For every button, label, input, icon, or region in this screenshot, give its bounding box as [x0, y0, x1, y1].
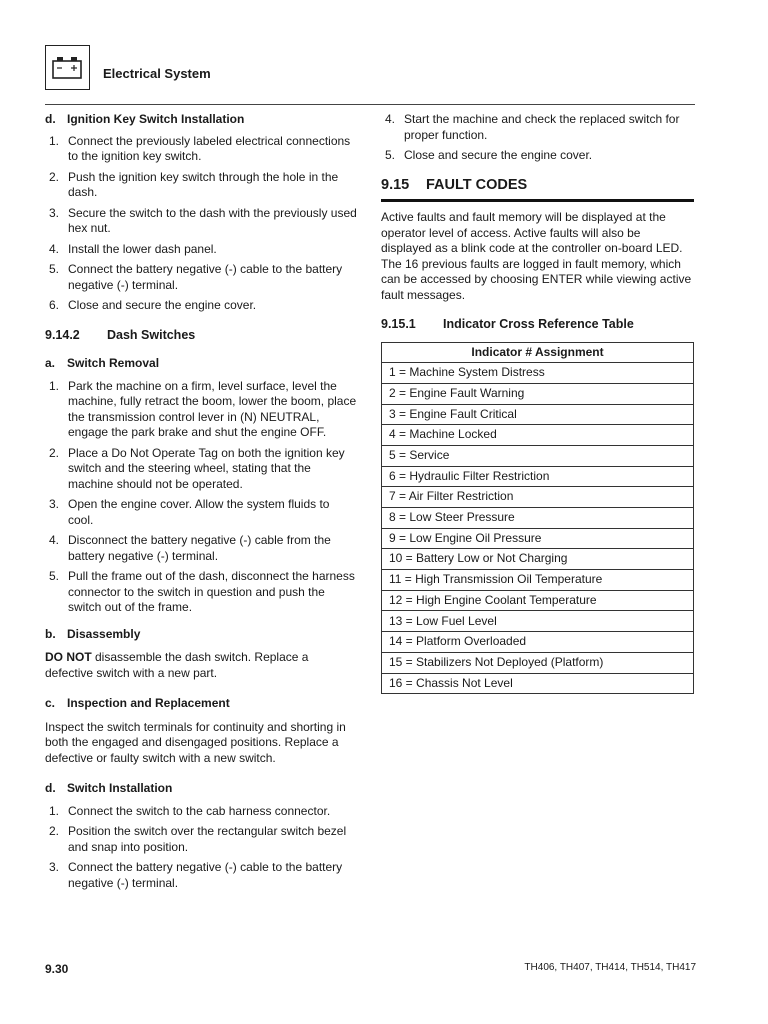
switch-removal-heading: a. Switch Removal — [45, 356, 160, 370]
list-item: 1. Connect the previously labeled electrical connections to the ignition key switch. — [49, 133, 351, 163]
list-item: 2. Position the switch over the rectangular switch bezel and snap into position. — [49, 824, 347, 854]
model-list: TH406, TH407, TH414, TH514, TH417 — [524, 962, 696, 973]
page-number: 9.30 — [45, 962, 69, 976]
indicator-table — [381, 342, 694, 695]
list-item: 6. Close and secure the engine cover. — [49, 298, 257, 312]
table-row: 4 = Machine Locked — [382, 425, 694, 446]
inspection-heading: c. Inspection and Replacement — [45, 696, 230, 710]
table-row: 14 = Platform Overloaded — [382, 632, 694, 653]
disassembly-text: DO NOT disassemble the dash switch. Replace a defective switch with a new part. — [45, 650, 309, 680]
table-row: 11 = High Transmission Oil Temperature — [382, 570, 694, 591]
list-item: 1. Park the machine on a firm, level surface, level the machine, fully retract the boom, lower the boom, place the transmission control lever in (N) NEUTRAL, engage the park brake and shut the engine OFF. — [49, 378, 357, 439]
ignition-install-steps — [45, 134, 357, 314]
indicator-table-header: Indicator # Assignment — [382, 342, 694, 363]
table-row: 12 = High Engine Coolant Temperature — [382, 590, 694, 611]
list-item: 5. Connect the battery negative (-) cable to the battery negative (-) terminal. — [49, 262, 343, 292]
table-row: 3 = Engine Fault Critical — [382, 404, 694, 425]
list-item: 3. Secure the switch to the dash with the previously used hex nut. — [49, 205, 357, 235]
right-column — [381, 112, 694, 694]
list-item: 5. Close and secure the engine cover. — [385, 148, 593, 162]
table-row: 6 = Hydraulic Filter Restriction — [382, 466, 694, 487]
table-row: 2 = Engine Fault Warning — [382, 383, 694, 404]
continued-steps — [381, 112, 694, 164]
indicator-table-heading: 9.15.1 Indicator Cross Reference Table — [381, 317, 634, 331]
list-item: 5. Pull the frame out of the dash, disconnect the harness connector to the switch in question and push the switch out of the frame. — [49, 569, 355, 614]
table-row: 5 = Service — [382, 445, 694, 466]
fault-codes-heading: 9.15 FAULT CODES — [381, 178, 694, 203]
disassembly-heading: b. Disassembly — [45, 626, 141, 641]
header-divider — [45, 104, 695, 105]
header-icon-box — [45, 45, 90, 90]
inspection-text: Inspect the switch terminals for continuity and shorting in both the engaged and disengaged positions. Replace a defective or faulty switch with a new switch. — [45, 719, 346, 765]
table-row: 8 = Low Steer Pressure — [382, 508, 694, 529]
switch-install-steps — [45, 804, 357, 892]
list-item: 2. Place a Do Not Operate Tag on both the ignition key switch and the steering wheel, stating that the machine should not be operated. — [49, 445, 345, 491]
left-column — [45, 112, 357, 896]
switch-install-heading: d. Switch Installation — [45, 781, 173, 795]
battery-icon — [52, 56, 82, 80]
ignition-install-heading: d. Ignition Key Switch Installation — [45, 112, 245, 126]
table-row: 16 = Chassis Not Level — [382, 673, 694, 694]
table-row: 7 = Air Filter Restriction — [382, 487, 694, 508]
switch-removal-steps — [45, 379, 357, 616]
table-row: 13 = Low Fuel Level — [382, 611, 694, 632]
list-item: 4. Disconnect the battery negative (-) cable from the battery negative (-) terminal. — [49, 533, 331, 563]
table-row: 15 = Stabilizers Not Deployed (Platform) — [382, 652, 694, 673]
table-row: 9 = Low Engine Oil Pressure — [382, 528, 694, 549]
list-item: 3. Open the engine cover. Allow the system fluids to cool. — [49, 497, 330, 527]
dash-switches-heading: 9.14.2 Dash Switches — [45, 327, 196, 342]
table-row: 1 = Machine System Distress — [382, 363, 694, 384]
list-item: 4. Install the lower dash panel. — [49, 241, 217, 256]
fault-codes-text: Active faults and fault memory will be displayed at the operator level of access. Active faults will also be displayed as a blink code at the controller on-board LED. The 16 previous faults are logged in fault memory, which can be accessed by choosing ENTER while viewing active fault messages. — [381, 210, 692, 302]
table-row: 10 = Battery Low or Not Charging — [382, 549, 694, 570]
section-header-title: Electrical System — [103, 66, 211, 81]
list-item: 3. Connect the battery negative (-) cable to the battery negative (-) terminal. — [49, 860, 343, 890]
list-item: 1. Connect the switch to the cab harness connector. — [49, 803, 331, 818]
list-item: 2. Push the ignition key switch through the hole in the dash. — [49, 169, 339, 199]
list-item: 4. Start the machine and check the replaced switch for proper function. — [385, 112, 680, 142]
